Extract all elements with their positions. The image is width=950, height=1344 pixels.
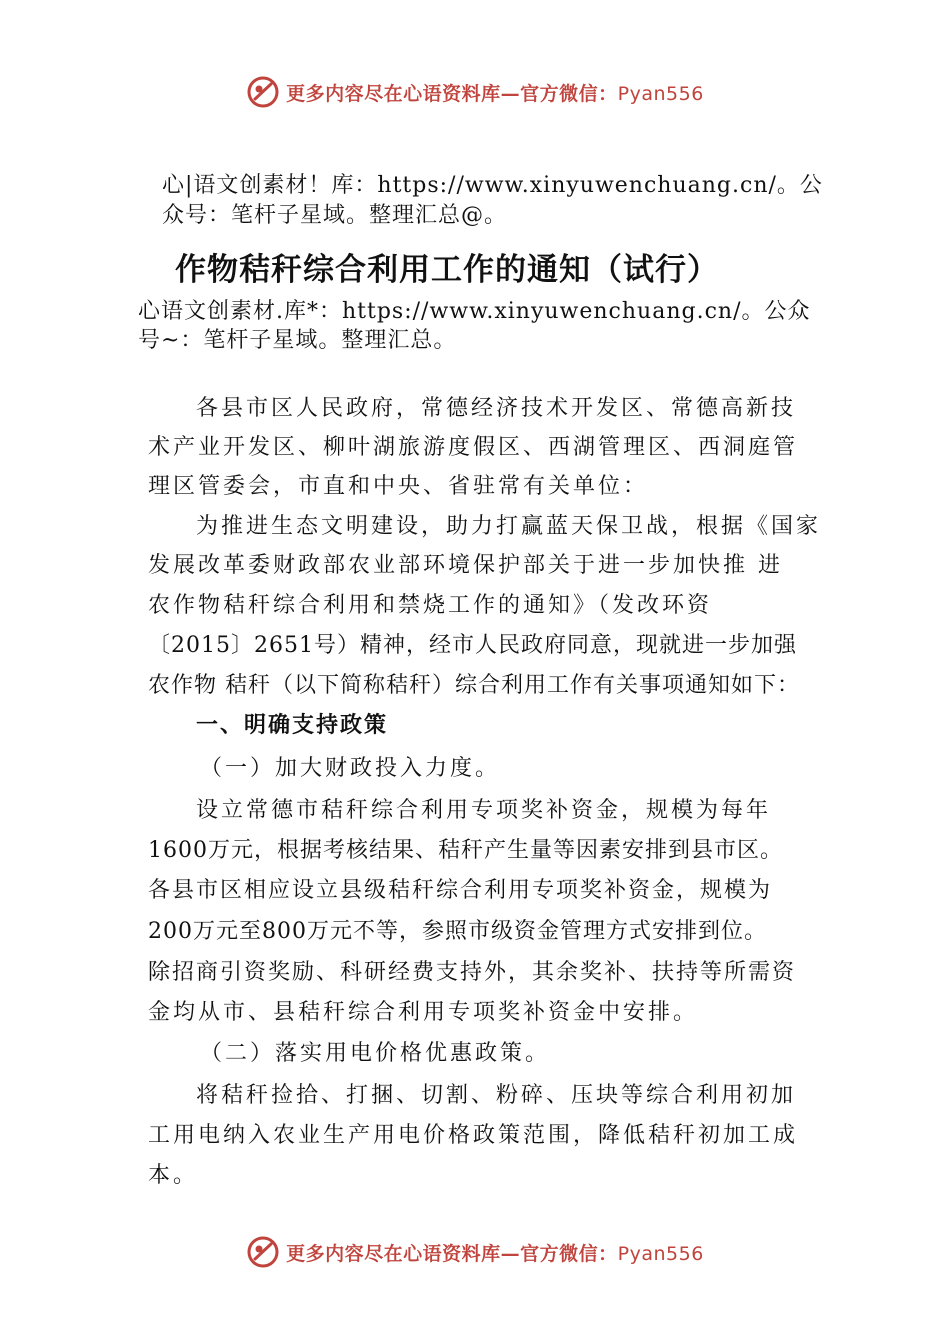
header-banner (0, 72, 950, 112)
paragraph-line: 金均从市、县秸秆综合利用专项奖补资金中安排。 (148, 1000, 699, 1025)
banner-text: 更多内容尽在心语资料库—官方微信：Pyan556 (286, 82, 704, 105)
paragraph-line: 设立常德市秸秆综合利用专项奖补资金，规模为每年 (196, 798, 772, 823)
banner-text: 更多内容尽在心语资料库—官方微信：Pyan556 (286, 1242, 704, 1265)
watermark-line: 号~：笔杆子星域。整理汇总。 (138, 328, 457, 353)
paragraph-line: 为推进生态文明建设，助力打赢蓝天保卫战，根据《国家 (196, 514, 822, 539)
subsection-heading: （二）落实用电价格优惠政策。 (200, 1041, 551, 1066)
paragraph-line: 各县市区人民政府，常德经济技术开发区、常德高新技 (196, 396, 797, 421)
watermark-line: 众号：笔杆子星域。整理汇总@。 (162, 203, 508, 228)
subsection-heading: （一）加大财政投入力度。 (200, 756, 501, 781)
paragraph-line: 理区管委会，市直和中央、省驻常有关单位： (148, 474, 649, 499)
paragraph-line: 发展改革委财政部农业部环境保护部关于进一步加快推 进 (148, 553, 783, 578)
section-heading: 一、明确支持政策 (196, 712, 389, 738)
paragraph-line: 除招商引资奖励、科研经费支持外，其余奖补、扶持等所需资 (148, 960, 797, 985)
document-title: 作物秸秆综合利用工作的通知（试行） (175, 252, 719, 288)
paragraph-line: 200万元至800万元不等，参照市级资金管理方式安排到位。 (148, 919, 767, 944)
paragraph-line: 各县市区相应设立县级秸秆综合利用专项奖补资金，规模为 (148, 878, 773, 903)
logo-icon (246, 75, 280, 109)
footer-banner (0, 1232, 950, 1272)
paragraph-line: 术产业开发区、柳叶湖旅游度假区、西湖管理区、西洞庭管 (148, 435, 799, 460)
paragraph-line: 〔2015〕2651号）精神，经市人民政府同意，现就进一步加强 (148, 633, 797, 658)
paragraph-line: 工用电纳入农业生产用电价格政策范围，降低秸秆初加工成 (148, 1123, 799, 1148)
paragraph-line: 农作物秸秆综合利用和禁烧工作的通知》（发改环资 (148, 593, 713, 618)
paragraph-line: 将秸秆捡拾、打捆、切割、粉碎、压块等综合利用初加 (196, 1083, 797, 1108)
logo-icon (246, 1235, 280, 1269)
watermark-line: 心语文创素材.库*：https://www.xinyuwenchuang.cn/。公众 (138, 299, 811, 324)
watermark-line: 心|语文创素材！库：https://www.xinyuwenchuang.cn/。公 (162, 173, 823, 198)
paragraph-line: 农作物 秸秆（以下简称秸秆）综合利用工作有关事项通知如下： (148, 673, 800, 698)
paragraph-line: 本。 (148, 1163, 199, 1188)
paragraph-line: 1600万元，根据考核结果、秸秆产生量等因素安排到县市区。 (148, 838, 783, 863)
